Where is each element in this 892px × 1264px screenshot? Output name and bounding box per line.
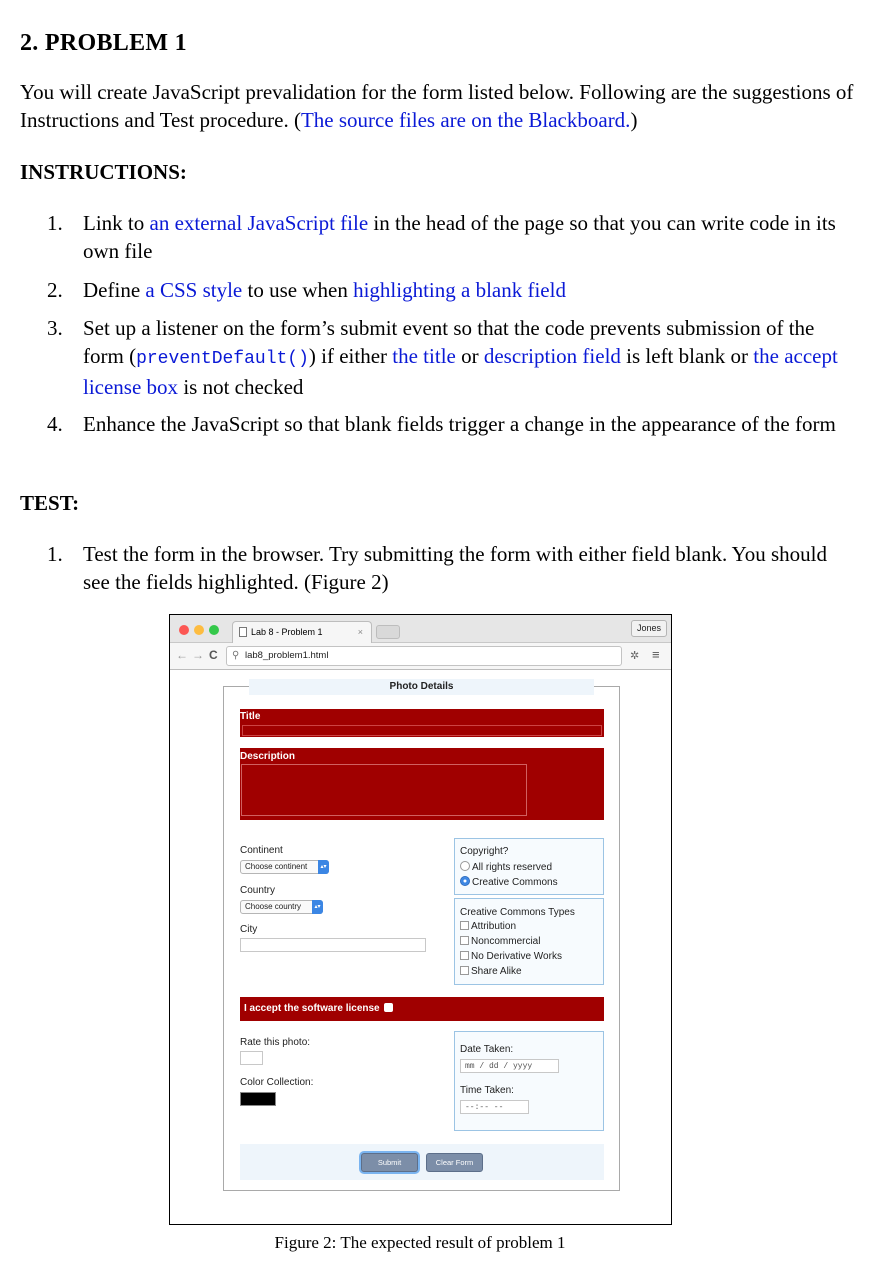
item-text: ) if either	[308, 344, 393, 368]
item-text: is not checked	[178, 375, 304, 399]
external-js-link[interactable]: an external JavaScript file	[149, 211, 369, 235]
instructions-heading: INSTRUCTIONS:	[20, 160, 187, 184]
title-link[interactable]: the title	[392, 344, 456, 368]
description-error-block	[240, 748, 604, 820]
page-icon	[239, 627, 247, 637]
country-label: Country	[240, 885, 276, 896]
item-text: Set up a listener on the form’s submit event so that the code prevents submission of the form (	[83, 316, 815, 368]
select-arrow-icon: ▴▾	[312, 900, 323, 914]
license-checkbox[interactable]	[384, 1003, 393, 1012]
city-label: City	[240, 924, 258, 935]
menu-icon[interactable]: ≡	[652, 647, 660, 662]
page-heading: 2. PROBLEM 1	[20, 30, 187, 56]
cc-types-label: Creative Commons Types	[460, 907, 575, 918]
radio-checked-icon	[460, 876, 470, 886]
item-number: 1.	[47, 542, 63, 566]
browser-tab-bar	[170, 615, 671, 643]
extension-icon[interactable]: ✲	[630, 650, 640, 662]
date-input[interactable]	[460, 1059, 559, 1073]
forward-arrow-icon[interactable]: →	[192, 648, 204, 662]
title-input[interactable]	[242, 725, 602, 736]
button-row	[240, 1144, 604, 1180]
checkbox-label: Share Alike	[471, 966, 522, 977]
checkbox-share-alike[interactable]	[460, 966, 522, 977]
continent-select[interactable]	[240, 860, 329, 874]
checkbox-icon	[460, 966, 469, 975]
profile-button[interactable]: Jones	[631, 620, 667, 637]
date-placeholder: mm / dd / yyyy	[465, 1062, 533, 1071]
intro-text: You will create JavaScript prevalidation for the form listed below. Following are the suggestions of Instructions and Test procedure. (	[20, 80, 854, 132]
item-number: 3.	[47, 316, 63, 340]
checkbox-noncommercial[interactable]	[460, 936, 540, 947]
url-bar[interactable]	[226, 646, 622, 666]
rate-input[interactable]	[240, 1051, 263, 1065]
address-toolbar	[170, 643, 671, 670]
country-select[interactable]	[240, 900, 323, 914]
select-arrow-icon: ▴▾	[318, 860, 329, 874]
reload-icon[interactable]: C	[209, 648, 218, 662]
item-text: Enhance the JavaScript so that blank fields trigger a change in the appearance of the form	[83, 412, 836, 436]
browser-tab[interactable]	[232, 621, 372, 643]
tab-title: Lab 8 - Problem 1	[251, 627, 323, 637]
prevent-default-code: preventDefault()	[136, 349, 309, 369]
country-select-value: Choose country	[245, 902, 302, 911]
description-label: Description	[240, 751, 296, 762]
item-number: 2.	[47, 278, 63, 302]
title-label: Title	[240, 711, 261, 722]
radio-label: All rights reserved	[472, 862, 553, 873]
copyright-panel	[454, 838, 604, 895]
description-textarea[interactable]	[241, 764, 527, 816]
accept-license-link[interactable]: the accept license box	[83, 344, 838, 399]
intro-text-end: )	[630, 108, 638, 132]
title-error-block	[240, 709, 604, 737]
date-label: Date Taken:	[460, 1044, 514, 1055]
minimize-window-icon[interactable]	[194, 625, 204, 635]
time-input[interactable]	[460, 1100, 529, 1114]
css-style-link[interactable]: a CSS style	[145, 278, 243, 302]
checkbox-icon	[460, 936, 469, 945]
checkbox-attribution[interactable]	[460, 921, 516, 932]
item-text: to use when	[242, 278, 354, 302]
item-number: 4.	[47, 412, 63, 436]
item-text: Test the form in the browser. Try submitting the form with either field blank. You should see the fields highlighted. (Figure 2)	[83, 542, 827, 594]
search-icon: ⚲	[232, 650, 240, 661]
continent-label: Continent	[240, 845, 283, 856]
time-placeholder: --:-- --	[465, 1103, 504, 1112]
clear-form-button[interactable]: Clear Form	[426, 1153, 483, 1172]
checkbox-label: Attribution	[471, 921, 517, 932]
tab-close-icon[interactable]: ×	[357, 627, 363, 637]
continent-select-value: Choose continent	[245, 862, 308, 871]
radio-label: Creative Commons	[472, 877, 558, 888]
item-number: 1.	[47, 211, 63, 235]
copyright-label: Copyright?	[460, 846, 509, 857]
browser-page	[170, 671, 671, 1224]
highlight-blank-link[interactable]: highlighting a blank field	[353, 278, 566, 302]
item-text: is left blank or	[620, 344, 754, 368]
figure-caption: Figure 2: The expected result of problem 1	[274, 1233, 566, 1252]
radio-creative-commons[interactable]	[460, 876, 558, 888]
submit-button[interactable]: Submit	[361, 1153, 418, 1172]
test-heading: TEST:	[20, 491, 80, 515]
date-time-panel	[454, 1031, 604, 1131]
time-label: Time Taken:	[460, 1085, 514, 1096]
intro-paragraph	[20, 78, 870, 134]
color-picker[interactable]	[240, 1092, 276, 1106]
description-field-link[interactable]: description field	[483, 344, 621, 368]
fieldset-legend: Photo Details	[249, 679, 594, 695]
checkbox-icon	[460, 921, 469, 930]
maximize-window-icon[interactable]	[209, 625, 219, 635]
radio-all-rights[interactable]	[460, 861, 552, 873]
item-text: Link to	[83, 211, 150, 235]
city-input[interactable]	[240, 938, 426, 952]
radio-unchecked-icon	[460, 861, 470, 871]
item-text: or	[455, 344, 484, 368]
close-window-icon[interactable]	[179, 625, 189, 635]
figure-browser-screenshot	[169, 614, 672, 1225]
color-label: Color Collection:	[240, 1077, 314, 1088]
item-text: Define	[83, 278, 146, 302]
url-text: lab8_problem1.html	[245, 650, 329, 661]
cc-types-panel	[454, 898, 604, 985]
rate-label: Rate this photo:	[240, 1037, 311, 1048]
source-files-link[interactable]: The source files are on the Blackboard.	[300, 108, 631, 132]
new-tab-button[interactable]	[376, 625, 400, 639]
license-label: I accept the software license	[244, 1003, 380, 1014]
back-arrow-icon[interactable]: ←	[176, 648, 188, 662]
checkbox-label: Noncommercial	[471, 936, 541, 947]
checkbox-icon	[460, 951, 469, 960]
checkbox-no-derivative[interactable]	[460, 951, 562, 962]
item-text: in the head of the page so that you can write code in its own file	[83, 211, 836, 263]
checkbox-label: No Derivative Works	[471, 951, 562, 962]
license-error-bar	[240, 997, 604, 1021]
